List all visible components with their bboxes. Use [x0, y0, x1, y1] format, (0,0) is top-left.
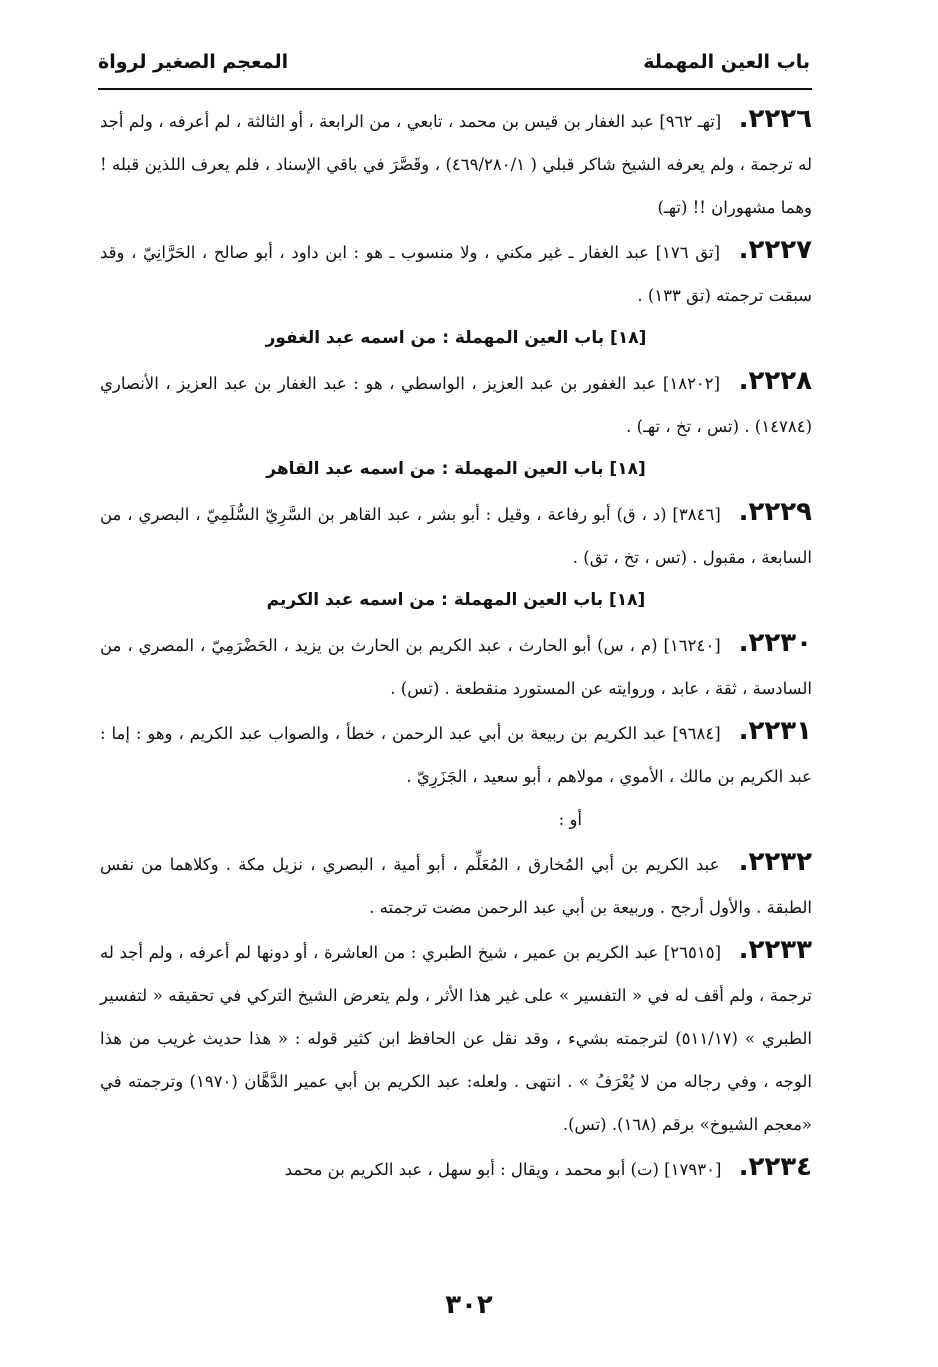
entry-2229	[100, 491, 812, 579]
section-heading-abd-al-qahir: [١٨] باب العين المهملة : من اسمه عبد القاهر	[266, 459, 646, 479]
entry-text: [١٧٩٣٠] (ت) أبو محمد ، ويقال : أبو سهل ، عبد الكريم بن محمد	[284, 1160, 722, 1179]
running-header	[98, 44, 810, 80]
section-heading-abd-al-ghafur: [١٨] باب العين المهملة : من اسمه عبد الغفور	[265, 328, 647, 348]
section-heading-abd-al-karim: [١٨] باب العين المهملة : من اسمه عبد الكريم	[266, 590, 646, 610]
entry-text: [١٨٢٠٢] عبد الغفور بن عبد العزيز ، الواسطي ، هو : عبد الغفار بن عبد العزيز ، الأنصاري (١٤٧٨٤) . (تس ، تخ ، تهـ) .	[100, 374, 812, 436]
entry-number: ٢٢٢٦.	[738, 104, 813, 134]
alternative-marker: أو :	[558, 810, 582, 829]
entry-2233	[100, 929, 812, 1146]
entry-number: ٢٢٢٧.	[738, 235, 812, 265]
entry-2230	[100, 622, 812, 710]
entry-number: ٢٢٣٢.	[738, 847, 812, 877]
entry-2226	[100, 98, 812, 229]
entry-number: ٢٢٣١.	[738, 716, 812, 746]
entry-text: عبد الكريم بن أبي المُخارق ، المُعَلِّم ، أبو أمية ، البصري ، نزيل مكة . وكلاهما من نفس الطبقة . والأول أرجح . وربيعة بن أبي عبد الرحمن مضت ترجمته .	[100, 855, 812, 917]
book-running-title: المعجم الصغير لرواة	[98, 51, 289, 73]
page-number: ٣٠٢	[445, 1290, 493, 1320]
entry-text: [٢٦٥١٥] عبد الكريم بن عمير ، شيخ الطبري : من العاشرة ، أو دونها لم أعرفه ، ولم أجد له ترجمة ، ولم أقف له في « التفسير » على غير هذا الأثر ، ولم يتعرض الشيخ التركي في تحقيقه « لتفسير الطبري » (٥١١/١٧) لترجمته بشيء ، وقد نقل عن الحافظ ابن كثير قوله : « هذا حديث غريب من هذا الوجه ، وفي رجاله من لا يُعْرَفُ » . انتهى . ولعله: عبد الكريم بن أبي عمير الدَّهَّان (١٩٧٠) وترجمته في «معجم الشيوخ» برقم (١٦٨). (تس).	[100, 943, 813, 1134]
entry-2228	[100, 360, 812, 448]
entry-text: [تق ١٧٦] عبد الغفار ـ غير مكني ، ولا منسوب ـ هو : ابن داود ، أبو صالح ، الحَرَّانِيّ ، وقد سبقت ترجمته (تق ١٣٣) .	[100, 243, 812, 305]
entry-2231	[100, 710, 812, 798]
chapter-running-title: باب العين المهملة	[643, 51, 810, 73]
entry-number: ٢٢٢٩.	[738, 497, 812, 527]
entry-2232	[100, 841, 812, 929]
page-content	[100, 98, 812, 1191]
entry-number: ٢٢٣٠.	[738, 628, 812, 658]
entry-2227	[100, 229, 812, 317]
entry-2234	[100, 1146, 812, 1191]
entry-number: ٢٢٣٤.	[738, 1152, 812, 1182]
entry-number: ٢٢٣٣.	[738, 935, 813, 965]
entry-text: [١٦٢٤٠] (م ، س) أبو الحارث ، عبد الكريم بن الحارث بن يزيد ، الحَضْرَمِيّ ، المصري ، من السادسة ، ثقة ، عابد ، وروايته عن المستورد منقطعة . (تس) .	[100, 636, 812, 698]
entry-number: ٢٢٢٨.	[738, 366, 813, 396]
entry-text: [٣٨٤٦] (د ، ق) أبو رفاعة ، وقيل : أبو بشر ، عبد القاهر بن السَّرِيّ السُّلَمِيّ ، البصري ، من السابعة ، مقبول . (تس ، تخ ، تق) .	[100, 505, 812, 567]
entry-text: [تهـ ٩٦٢] عبد الغفار بن قيس بن محمد ، تابعي ، من الرابعة ، أو الثالثة ، لم أعرفه ، ولم أجد له ترجمة ، ولم يعرفه الشيخ شاكر قبلي ( ٤٦٩/٢٨٠/١) ، وقَصَّرَ في باقي الإسناد ، فلم يعرف اللذين قبله ! وهما مشهوران !! (تهـ)	[100, 112, 812, 217]
entry-text: [٩٦٨٤] عبد الكريم بن ربيعة بن أبي عبد الرحمن ، خطأ ، والصواب عبد الكريم ، وهو : إما : عبد الكريم بن مالك ، الأموي ، مولاهم ، أبو سعيد ، الجَزَرِيّ .	[100, 724, 812, 786]
header-divider	[98, 88, 812, 90]
